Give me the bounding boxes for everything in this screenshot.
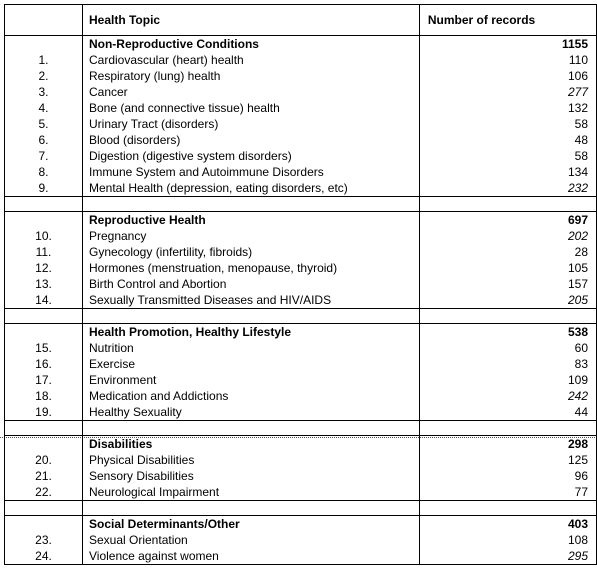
section-row (5, 36, 597, 53)
table-row (5, 404, 597, 421)
spacer-row (5, 197, 597, 212)
section-row (5, 436, 597, 453)
row-topic: Cancer (82, 84, 419, 100)
table-row (5, 228, 597, 244)
table-row (5, 468, 597, 484)
row-count: 277 (419, 84, 596, 100)
row-topic: Hormones (menstruation, menopause, thyroid) (82, 260, 419, 276)
spacer-cell (419, 197, 596, 212)
spacer-cell (419, 309, 596, 324)
table-row (5, 276, 597, 292)
section-row (5, 324, 597, 341)
section-num-cell (5, 36, 83, 53)
table-row (5, 244, 597, 260)
spacer-cell (82, 501, 419, 516)
section-title: Reproductive Health (82, 212, 419, 229)
section-total: 403 (419, 516, 596, 533)
row-number: 10. (5, 228, 83, 244)
section-total: 538 (419, 324, 596, 341)
row-number: 6. (5, 132, 83, 148)
section-num-cell (5, 324, 83, 341)
row-number: 7. (5, 148, 83, 164)
table-header-row (5, 5, 597, 36)
row-topic: Nutrition (82, 340, 419, 356)
row-topic: Healthy Sexuality (82, 404, 419, 421)
spacer-cell (419, 501, 596, 516)
table-row (5, 388, 597, 404)
row-count: 58 (419, 148, 596, 164)
table-row (5, 68, 597, 84)
row-topic: Cardiovascular (heart) health (82, 52, 419, 68)
table-row (5, 340, 597, 356)
row-number: 24. (5, 548, 83, 565)
row-number: 11. (5, 244, 83, 260)
spacer-cell (5, 197, 83, 212)
row-number: 5. (5, 116, 83, 132)
row-topic: Gynecology (infertility, fibroids) (82, 244, 419, 260)
spacer-row (5, 421, 597, 436)
row-topic: Sexual Orientation (82, 532, 419, 548)
row-topic: Medication and Addictions (82, 388, 419, 404)
row-topic: Sensory Disabilities (82, 468, 419, 484)
row-count: 110 (419, 52, 596, 68)
spacer-cell (82, 309, 419, 324)
spacer-cell (5, 309, 83, 324)
row-count: 132 (419, 100, 596, 116)
row-count: 77 (419, 484, 596, 501)
row-topic: Environment (82, 372, 419, 388)
row-topic: Violence against women (82, 548, 419, 565)
header-num-cell (5, 5, 83, 36)
row-count: 295 (419, 548, 596, 565)
row-number: 22. (5, 484, 83, 501)
table-row (5, 148, 597, 164)
row-number: 3. (5, 84, 83, 100)
table-row (5, 164, 597, 180)
row-count: 96 (419, 468, 596, 484)
spacer-cell (5, 501, 83, 516)
section-title: Health Promotion, Healthy Lifestyle (82, 324, 419, 341)
table-row (5, 52, 597, 68)
row-count: 48 (419, 132, 596, 148)
health-topics-table (4, 4, 597, 565)
table-row (5, 132, 597, 148)
section-row (5, 212, 597, 229)
row-topic: Mental Health (depression, eating disorders, etc) (82, 180, 419, 197)
table-row (5, 372, 597, 388)
row-topic: Sexually Transmitted Diseases and HIV/AIDS (82, 292, 419, 309)
row-count: 106 (419, 68, 596, 84)
row-count: 157 (419, 276, 596, 292)
row-count: 105 (419, 260, 596, 276)
row-number: 4. (5, 100, 83, 116)
row-count: 60 (419, 340, 596, 356)
row-topic: Exercise (82, 356, 419, 372)
row-topic: Physical Disabilities (82, 452, 419, 468)
header-topic: Health Topic (82, 5, 419, 36)
table-row (5, 180, 597, 197)
table-row (5, 84, 597, 100)
table-row (5, 484, 597, 501)
row-number: 17. (5, 372, 83, 388)
row-topic: Urinary Tract (disorders) (82, 116, 419, 132)
table-row (5, 116, 597, 132)
row-count: 58 (419, 116, 596, 132)
row-number: 12. (5, 260, 83, 276)
row-number: 14. (5, 292, 83, 309)
table-row (5, 260, 597, 276)
row-topic: Respiratory (lung) health (82, 68, 419, 84)
row-number: 23. (5, 532, 83, 548)
row-number: 8. (5, 164, 83, 180)
table-row (5, 292, 597, 309)
section-title: Non-Reproductive Conditions (82, 36, 419, 53)
row-count: 83 (419, 356, 596, 372)
row-number: 9. (5, 180, 83, 197)
spacer-cell (82, 197, 419, 212)
row-number: 16. (5, 356, 83, 372)
row-topic: Bone (and connective tissue) health (82, 100, 419, 116)
row-topic: Digestion (digestive system disorders) (82, 148, 419, 164)
row-number: 1. (5, 52, 83, 68)
spacer-row (5, 501, 597, 516)
table-row (5, 532, 597, 548)
row-count: 242 (419, 388, 596, 404)
row-number: 19. (5, 404, 83, 421)
row-number: 15. (5, 340, 83, 356)
row-count: 232 (419, 180, 596, 197)
table-body (5, 5, 597, 565)
spacer-cell (419, 421, 596, 436)
section-row (5, 516, 597, 533)
header-records: Number of records (419, 5, 596, 36)
row-number: 2. (5, 68, 83, 84)
section-num-cell (5, 212, 83, 229)
row-count: 28 (419, 244, 596, 260)
row-topic: Blood (disorders) (82, 132, 419, 148)
row-number: 13. (5, 276, 83, 292)
row-topic: Immune System and Autoimmune Disorders (82, 164, 419, 180)
section-total: 1155 (419, 36, 596, 53)
row-count: 109 (419, 372, 596, 388)
row-number: 20. (5, 452, 83, 468)
section-num-cell (5, 436, 83, 453)
table-row (5, 452, 597, 468)
row-count: 44 (419, 404, 596, 421)
spacer-cell (82, 421, 419, 436)
section-total: 298 (419, 436, 596, 453)
row-topic: Pregnancy (82, 228, 419, 244)
row-count: 125 (419, 452, 596, 468)
row-topic: Neurological Impairment (82, 484, 419, 501)
section-title: Social Determinants/Other (82, 516, 419, 533)
table-row (5, 548, 597, 565)
section-num-cell (5, 516, 83, 533)
spacer-row (5, 309, 597, 324)
section-total: 697 (419, 212, 596, 229)
row-count: 134 (419, 164, 596, 180)
row-number: 21. (5, 468, 83, 484)
row-count: 202 (419, 228, 596, 244)
spacer-cell (5, 421, 83, 436)
section-title: Disabilities (82, 436, 419, 453)
row-count: 205 (419, 292, 596, 309)
row-topic: Birth Control and Abortion (82, 276, 419, 292)
table-row (5, 100, 597, 116)
row-count: 108 (419, 532, 596, 548)
table-row (5, 356, 597, 372)
row-number: 18. (5, 388, 83, 404)
